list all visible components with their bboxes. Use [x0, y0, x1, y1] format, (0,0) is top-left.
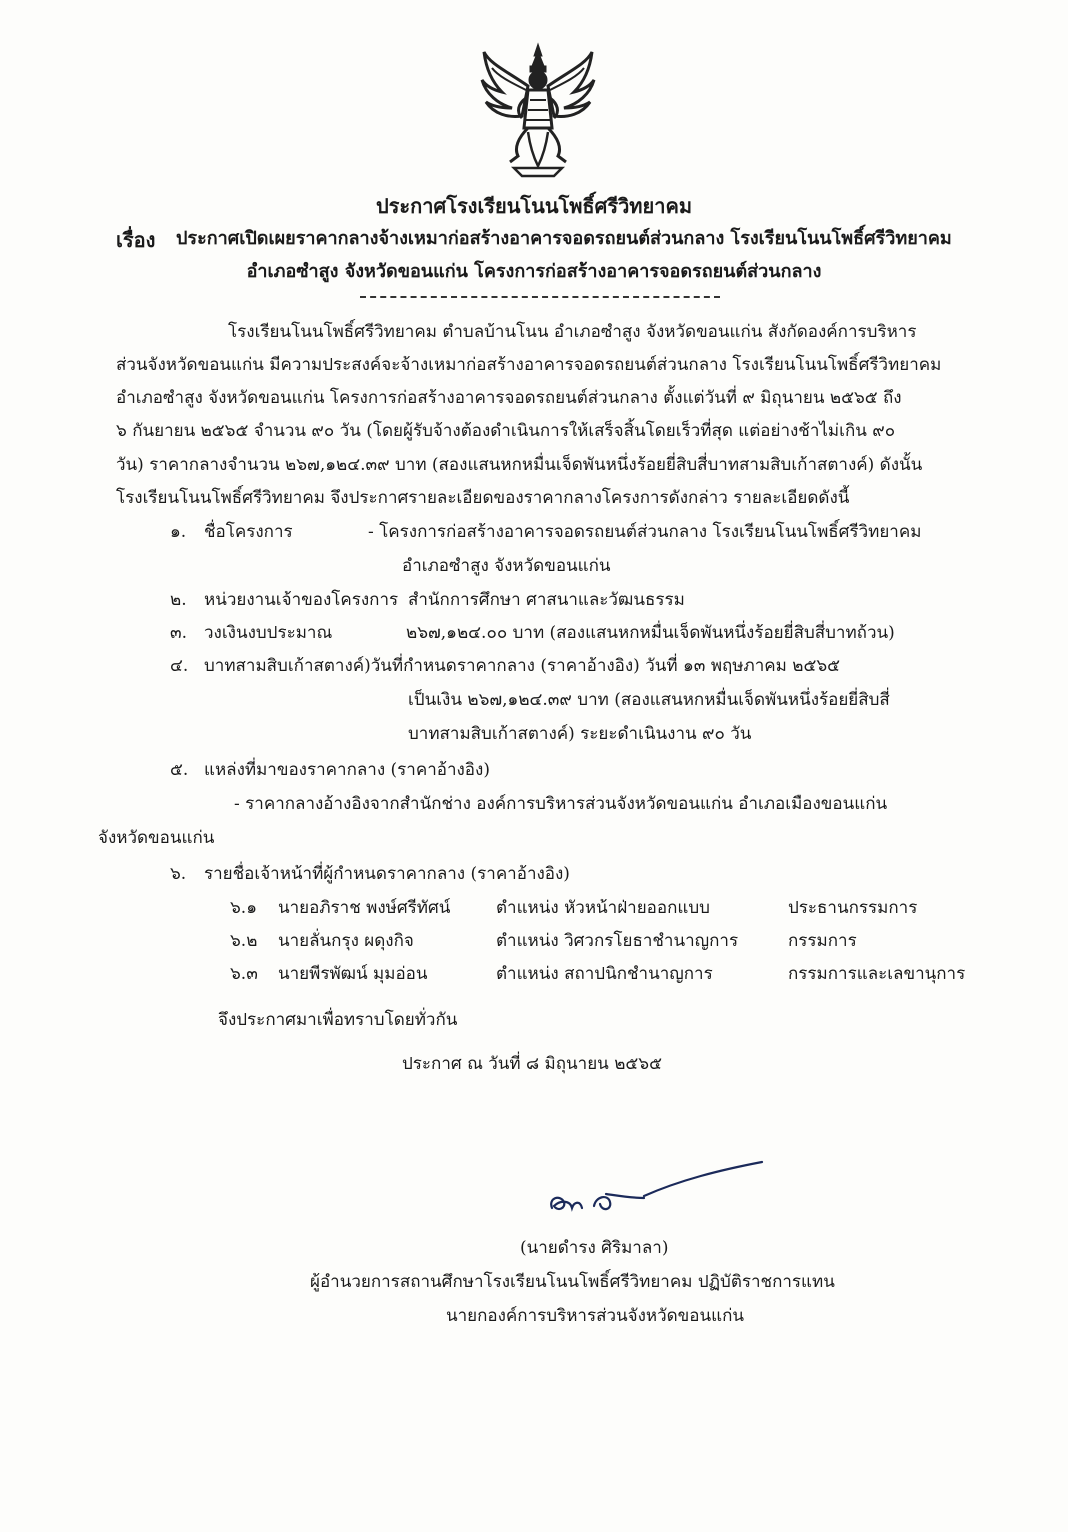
- committee-3-position: ตำแหน่ง สถาปนิกชำนาญการ: [496, 964, 713, 984]
- garuda-emblem-icon: [478, 42, 598, 180]
- closing-notice: จึงประกาศมาเพื่อทราบโดยทั่วกัน: [218, 1010, 458, 1030]
- subject-line-1: ประกาศเปิดเผยราคากลางจ้างเหมาก่อสร้างอาคารจอดรถยนต์ส่วนกลาง โรงเรียนโนนโพธิ์ศรีวิทยาคม: [176, 228, 952, 249]
- committee-2-position: ตำแหน่ง วิศวกรโยธาชำนาญการ: [496, 931, 739, 951]
- committee-3-role: กรรมการและเลขานุการ: [788, 964, 966, 984]
- signer-title-line-2: นายกองค์การบริหารส่วนจังหวัดขอนแก่น: [446, 1306, 744, 1326]
- item-1-number: ๑.: [170, 522, 187, 542]
- document-title: ประกาศโรงเรียนโนนโพธิ์ศรีวิทยาคม: [375, 194, 692, 218]
- item-5-line-2: จังหวัดขอนแก่น: [98, 828, 215, 848]
- item-3-label: วงเงินงบประมาณ: [204, 623, 333, 643]
- item-6-number: ๖.: [170, 864, 187, 884]
- item-4-line-1: บาทสามสิบเก้าสตางค์)วันที่กำหนดราคากลาง (ราคาอ้างอิง) วันที่ ๑๓ พฤษภาคม ๒๕๖๕: [204, 656, 840, 676]
- body-line-6: โรงเรียนโนนโพธิ์ศรีวิทยาคม จึงประกาศรายละเอียดของราคากลางโครงการดังกล่าว รายละเอียดดังนี้: [116, 488, 850, 508]
- body-line-2: ส่วนจังหวัดขอนแก่น มีความประสงค์จะจ้างเหมาก่อสร้างอาคารจอดรถยนต์ส่วนกลาง โรงเรียนโนนโพธิ์ศรีวิทยาคม: [116, 355, 942, 375]
- item-3-number: ๓.: [170, 623, 188, 643]
- item-5-line-1: - ราคากลางอ้างอิงจากสำนักช่าง องค์การบริหารส่วนจังหวัดขอนแก่น อำเภอเมืองขอนแก่น: [234, 794, 888, 814]
- signer-title-line-1: ผู้อำนวยการสถานศึกษาโรงเรียนโนนโพธิ์ศรีวิทยาคม ปฏิบัติราชการแทน: [310, 1272, 835, 1292]
- item-5-label: แหล่งที่มาของราคากลาง (ราคาอ้างอิง): [204, 760, 490, 780]
- item-2-label: หน่วยงานเจ้าของโครงการ: [204, 590, 399, 610]
- item-2-value: สำนักการศึกษา ศาสนาและวัฒนธรรม: [408, 590, 685, 610]
- item-4-line-3: บาทสามสิบเก้าสตางค์) ระยะดำเนินงาน ๙๐ วัน: [408, 724, 752, 744]
- header-divider: [360, 296, 720, 298]
- item-6-label: รายชื่อเจ้าหน้าที่ผู้กำหนดราคากลาง (ราคาอ้างอิง): [204, 864, 570, 884]
- body-line-3: อำเภอซำสูง จังหวัดขอนแก่น โครงการก่อสร้างอาคารจอดรถยนต์ส่วนกลาง ตั้งแต่วันที่ ๙ มิถุนายน ๒๕๖๕ ถึง: [116, 388, 902, 408]
- committee-3-name: นายพีรพัฒน์ มุมอ่อน: [278, 964, 428, 984]
- subject-label: เรื่อง: [116, 228, 156, 252]
- committee-2-name: นายลั่นกรุง ผดุงกิจ: [278, 931, 414, 951]
- item-1-value-line-1: - โครงการก่อสร้างอาคารจอดรถยนต์ส่วนกลาง โรงเรียนโนนโพธิ์ศรีวิทยาคม: [368, 522, 922, 542]
- committee-1-name: นายอภิราช พงษ์ศรีทัศน์: [278, 898, 451, 918]
- announcement-date: ประกาศ ณ วันที่ ๘ มิถุนายน ๒๕๖๕: [402, 1054, 662, 1074]
- committee-3-number: ๖.๓: [230, 964, 258, 984]
- subject-line-2: อำเภอซำสูง จังหวัดขอนแก่น โครงการก่อสร้างอาคารจอดรถยนต์ส่วนกลาง: [246, 261, 822, 282]
- committee-2-number: ๖.๒: [230, 931, 258, 951]
- body-line-5: วัน) ราคากลางจำนวน ๒๖๗,๑๒๔.๓๙ บาท (สองแสนหกหมื่นเจ็ดพันหนึ่งร้อยยี่สิบสี่บาทสามสิบเก้าสตางค์) ดังนั้น: [116, 455, 923, 475]
- body-line-1: โรงเรียนโนนโพธิ์ศรีวิทยาคม ตำบลบ้านโนน อำเภอซำสูง จังหวัดขอนแก่น สังกัดองค์การบริหาร: [228, 322, 917, 342]
- item-4-number: ๔.: [170, 656, 189, 676]
- committee-1-number: ๖.๑: [230, 898, 257, 918]
- handwritten-signature-icon: [540, 1150, 770, 1220]
- item-4-line-2: เป็นเงิน ๒๖๗,๑๒๔.๓๙ บาท (สองแสนหกหมื่นเจ็ดพันหนึ่งร้อยยี่สิบสี่: [408, 690, 890, 710]
- item-5-number: ๕.: [170, 760, 189, 780]
- committee-1-role: ประธานกรรมการ: [788, 898, 918, 918]
- item-1-label: ชื่อโครงการ: [204, 522, 293, 542]
- item-1-value-line-2: อำเภอซำสูง จังหวัดขอนแก่น: [402, 556, 611, 576]
- item-3-value: ๒๖๗,๑๒๔.๐๐ บาท (สองแสนหกหมื่นเจ็ดพันหนึ่งร้อยยี่สิบสี่บาทถ้วน): [406, 623, 895, 643]
- committee-2-role: กรรมการ: [788, 931, 857, 951]
- committee-1-position: ตำแหน่ง หัวหน้าฝ่ายออกแบบ: [496, 898, 710, 918]
- body-line-4: ๖ กันยายน ๒๕๖๕ จำนวน ๙๐ วัน (โดยผู้รับจ้างต้องดำเนินการให้เสร็จสิ้นโดยเร็วที่สุด แต่อย่างช้าไม่เกิน ๙๐: [116, 421, 896, 441]
- item-2-number: ๒.: [170, 590, 187, 610]
- signer-name: (นายดำรง ศิริมาลา): [520, 1238, 669, 1258]
